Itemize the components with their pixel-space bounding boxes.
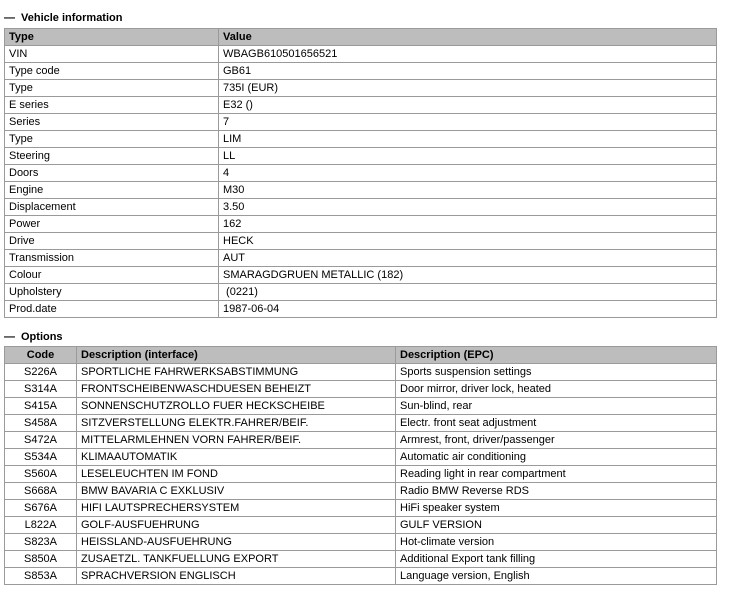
vehicle-value-cell: AUT	[219, 250, 717, 267]
table-row	[5, 364, 717, 381]
option-epc-cell: HiFi speaker system	[396, 500, 717, 517]
option-interface-cell: SITZVERSTELLUNG ELEKTR.FAHRER/BEIF.	[77, 415, 396, 432]
options-title: Options	[21, 331, 63, 343]
vehicle-info-section-header[interactable]	[4, 11, 122, 25]
option-epc-cell: Reading light in rear compartment	[396, 466, 717, 483]
option-epc-cell: Door mirror, driver lock, heated	[396, 381, 717, 398]
vehicle-type-cell: Doors	[5, 165, 219, 182]
table-row	[5, 165, 717, 182]
table-row	[5, 233, 717, 250]
table-row	[5, 114, 717, 131]
option-interface-cell: GOLF-AUSFUEHRUNG	[77, 517, 396, 534]
options-table	[4, 346, 717, 585]
table-row	[5, 46, 717, 63]
vehicle-type-cell: Upholstery	[5, 284, 219, 301]
table-row	[5, 216, 717, 233]
option-code-cell: S853A	[5, 568, 77, 585]
table-row	[5, 284, 717, 301]
column-header-epc: Description (EPC)	[396, 347, 717, 364]
option-interface-cell: ZUSAETZL. TANKFUELLUNG EXPORT	[77, 551, 396, 568]
table-row	[5, 398, 717, 415]
vehicle-value-cell: LIM	[219, 131, 717, 148]
vehicle-type-cell: Transmission	[5, 250, 219, 267]
vehicle-value-cell: GB61	[219, 63, 717, 80]
table-row	[5, 301, 717, 318]
option-code-cell: S823A	[5, 534, 77, 551]
option-interface-cell: FRONTSCHEIBENWASCHDUESEN BEHEIZT	[77, 381, 396, 398]
option-epc-cell: Language version, English	[396, 568, 717, 585]
vehicle-type-cell: Power	[5, 216, 219, 233]
table-row	[5, 568, 717, 585]
table-row	[5, 483, 717, 500]
table-row	[5, 534, 717, 551]
option-code-cell: S415A	[5, 398, 77, 415]
collapse-minus-icon[interactable]: —	[4, 331, 15, 343]
option-code-cell: L822A	[5, 517, 77, 534]
vehicle-value-cell: WBAGB610501656521	[219, 46, 717, 63]
option-epc-cell: Automatic air conditioning	[396, 449, 717, 466]
vehicle-type-cell: Colour	[5, 267, 219, 284]
table-row	[5, 381, 717, 398]
table-row	[5, 517, 717, 534]
vehicle-type-cell: Engine	[5, 182, 219, 199]
collapse-minus-icon[interactable]: —	[4, 12, 15, 24]
table-row	[5, 63, 717, 80]
vehicle-table-header	[5, 29, 717, 46]
table-row	[5, 466, 717, 483]
options-table-header	[5, 347, 717, 364]
column-header-type: Type	[5, 29, 219, 46]
option-epc-cell: Hot-climate version	[396, 534, 717, 551]
vehicle-type-cell: Drive	[5, 233, 219, 250]
option-interface-cell: HEISSLAND-AUSFUEHRUNG	[77, 534, 396, 551]
table-row	[5, 250, 717, 267]
option-epc-cell: GULF VERSION	[396, 517, 717, 534]
vehicle-value-cell: 162	[219, 216, 717, 233]
table-row	[5, 500, 717, 517]
vehicle-value-cell: 4	[219, 165, 717, 182]
option-epc-cell: Electr. front seat adjustment	[396, 415, 717, 432]
option-interface-cell: MITTELARMLEHNEN VORN FAHRER/BEIF.	[77, 432, 396, 449]
options-section-header[interactable]	[4, 330, 63, 344]
vehicle-value-cell: M30	[219, 182, 717, 199]
table-row	[5, 551, 717, 568]
table-row	[5, 449, 717, 466]
option-interface-cell: LESELEUCHTEN IM FOND	[77, 466, 396, 483]
table-row	[5, 148, 717, 165]
vehicle-type-cell: Steering	[5, 148, 219, 165]
vehicle-value-cell: 1987-06-04	[219, 301, 717, 318]
vehicle-value-cell: 7	[219, 114, 717, 131]
vehicle-type-cell: Series	[5, 114, 219, 131]
vehicle-type-cell: Prod.date	[5, 301, 219, 318]
option-interface-cell: BMW BAVARIA C EXKLUSIV	[77, 483, 396, 500]
vehicle-info-title: Vehicle information	[21, 12, 123, 24]
option-code-cell: S850A	[5, 551, 77, 568]
vehicle-value-cell: SMARAGDGRUEN METALLIC (182)	[219, 267, 717, 284]
option-interface-cell: SPRACHVERSION ENGLISCH	[77, 568, 396, 585]
table-row	[5, 80, 717, 97]
vehicle-info-table	[4, 28, 717, 318]
vehicle-value-cell: LL	[219, 148, 717, 165]
vehicle-type-cell: E series	[5, 97, 219, 114]
table-row	[5, 432, 717, 449]
vehicle-type-cell: Type	[5, 131, 219, 148]
vehicle-value-cell: 735I (EUR)	[219, 80, 717, 97]
option-interface-cell: SPORTLICHE FAHRWERKSABSTIMMUNG	[77, 364, 396, 381]
table-row	[5, 267, 717, 284]
option-interface-cell: KLIMAAUTOMATIK	[77, 449, 396, 466]
option-code-cell: S676A	[5, 500, 77, 517]
vehicle-value-cell: HECK	[219, 233, 717, 250]
column-header-value: Value	[219, 29, 717, 46]
option-code-cell: S668A	[5, 483, 77, 500]
column-header-interface: Description (interface)	[77, 347, 396, 364]
vehicle-type-cell: Displacement	[5, 199, 219, 216]
option-code-cell: S472A	[5, 432, 77, 449]
option-epc-cell: Sun-blind, rear	[396, 398, 717, 415]
table-row	[5, 97, 717, 114]
option-epc-cell: Sports suspension settings	[396, 364, 717, 381]
vehicle-type-cell: Type code	[5, 63, 219, 80]
table-row	[5, 131, 717, 148]
option-epc-cell: Radio BMW Reverse RDS	[396, 483, 717, 500]
column-header-code: Code	[5, 347, 77, 364]
option-epc-cell: Armrest, front, driver/passenger	[396, 432, 717, 449]
vehicle-value-cell: (0221)	[219, 284, 717, 301]
option-code-cell: S458A	[5, 415, 77, 432]
table-row	[5, 415, 717, 432]
vehicle-type-cell: VIN	[5, 46, 219, 63]
option-code-cell: S534A	[5, 449, 77, 466]
table-row	[5, 199, 717, 216]
option-code-cell: S560A	[5, 466, 77, 483]
option-code-cell: S226A	[5, 364, 77, 381]
option-interface-cell: SONNENSCHUTZROLLO FUER HECKSCHEIBE	[77, 398, 396, 415]
option-epc-cell: Additional Export tank filling	[396, 551, 717, 568]
vehicle-value-cell: 3.50	[219, 199, 717, 216]
table-row	[5, 182, 717, 199]
vehicle-type-cell: Type	[5, 80, 219, 97]
option-code-cell: S314A	[5, 381, 77, 398]
option-interface-cell: HIFI LAUTSPRECHERSYSTEM	[77, 500, 396, 517]
vehicle-value-cell: E32 ()	[219, 97, 717, 114]
